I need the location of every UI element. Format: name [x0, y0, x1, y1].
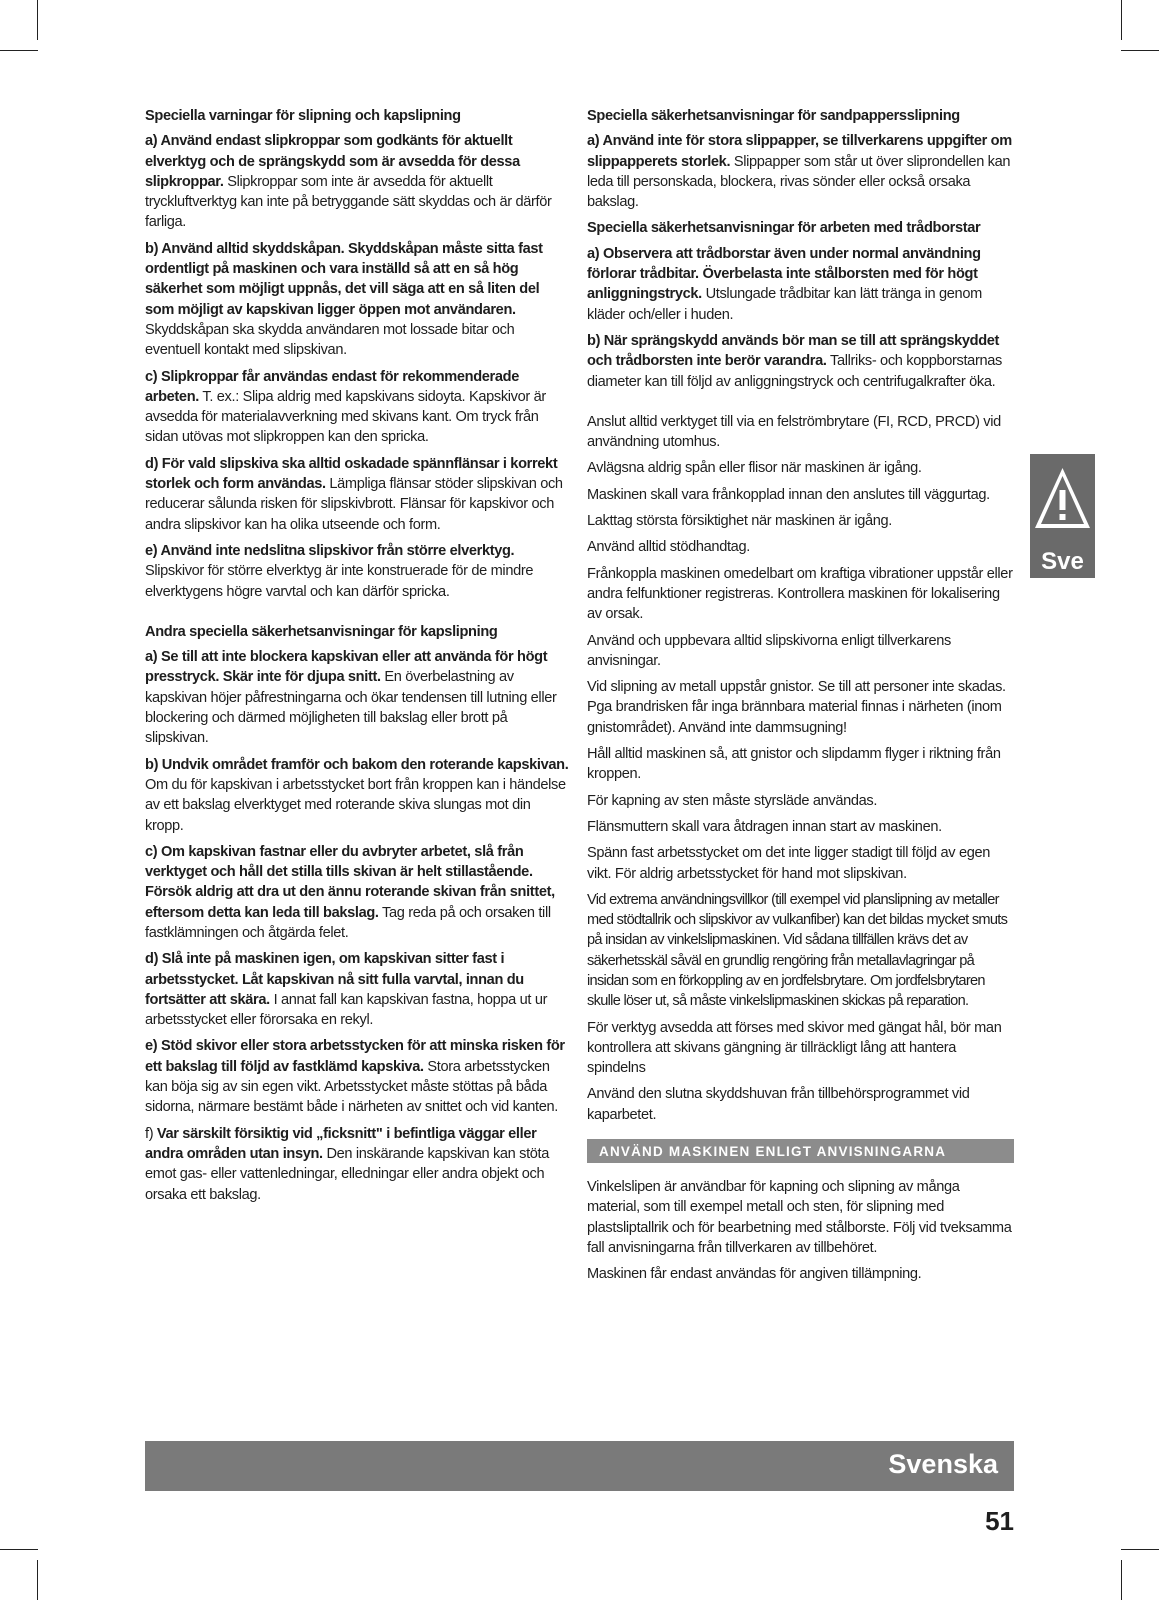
- instruction-paragraph: c) Om kapskivan fastnar eller du avbryter arbetet, slå från verktyget och håll det stilla tills skivan är helt stillastående. Försök aldrig att dra ut den ännu roterande skivan från snittet, eftersom detta kan leda till bakslag. Tag reda på och orsaken till fastklämningen och åtgärda felet.: [145, 843, 555, 941]
- safety-paragraph: Spänn fast arbetsstycket om det inte ligger stadigt till följd av egen vikt. För aldrig arbetsstycket för hand mot slipskivan.: [587, 845, 991, 882]
- usage-paragraph: Maskinen får endast användas för angiven tillämpning.: [587, 1266, 922, 1283]
- safety-paragraph: Håll alltid maskinen så, att gnistor och slipdamm flyger i riktning från kroppen.: [587, 746, 1001, 783]
- left-column: [145, 106, 569, 1211]
- crop-mark: [1121, 50, 1159, 51]
- instruction-paragraph: d) Slå inte på maskinen igen, om kapskivan sitter fast i arbetsstycket. Låt kapskivan nå sitt fulla varvtal, innan du fortsätter att skära. I annat fall kan kapskivan fastna, hoppa ut ur arbetsstycket eller förorsaka en rekyl.: [145, 951, 548, 1029]
- safety-paragraph: Frånkoppla maskinen omedelbart om kraftiga vibrationer uppstår eller andra felfunktioner registreras. Kontrollera maskinen för lokalisering av orsak.: [587, 565, 1013, 623]
- instruction-paragraph: a) Observera att trådborstar även under normal användning förlorar trådbitar. Överbelasta inte stålborsten med för högt anliggningstryck. Utslungade trådbitar kan lätt tränga in genom kläder och/eller i huden.: [587, 245, 982, 323]
- language-code: Sve: [1041, 548, 1084, 575]
- instruction-paragraph: b) Använd alltid skyddskåpan. Skyddskåpan måste sitta fast ordentligt på maskinen och vara inställd så att en så hög säkerhet som möjligt uppnås, det vill säga att en så liten del som möjligt av kapskivan ligger öppen mot användaren. Skyddskåpan ska skydda användaren mot lossade bitar och eventuell kontakt med slipskivan.: [145, 240, 543, 359]
- instruction-paragraph: a) Använd inte för stora slippapper, se tillverkarens uppgifter om slippapperets storlek. Slippapper som står ut över sliprondellen kan leda till personskada, blockera, rivas sönder eller också orsaka bakslag.: [587, 133, 1012, 211]
- safety-paragraph: Vid slipning av metall uppstår gnistor. Se till att personer inte skadas. Pga brandrisken får inga brännbara material finnas i närheten (inom gnistområdet). Använd inte dammsugning!: [587, 679, 1006, 736]
- crop-mark: [1121, 1549, 1159, 1550]
- safety-paragraph: Lakttag största försiktighet när maskinen är igång.: [587, 513, 893, 530]
- crop-mark: [1121, 1560, 1122, 1600]
- crop-mark: [0, 1549, 38, 1550]
- instruction-paragraph: e) Använd inte nedslitna slipskivor från större elverktyg. Slipskivor för större elverktyg är inte konstruerade för de mindre elverktygens högre varvtal och kan därför spricka.: [145, 542, 534, 600]
- language-side-tab: [1030, 454, 1095, 578]
- instruction-paragraph: e) Stöd skivor eller stora arbetsstycken för att minska risken för ett bakslag till följd av fastklämd kapskiva. Stora arbetsstycken kan böja sig av sin egen vikt. Arbetsstycket måste stöttas på båda sidorna, närmare bestämt både i närheten av snittet och vid kanten.: [145, 1038, 565, 1116]
- crop-mark: [0, 50, 38, 51]
- safety-paragraph: För verktyg avsedda att förses med skivor med gängat hål, bör man kontrollera att skivans gängning är tillräckligt lång att hantera spindelns: [587, 1019, 1002, 1077]
- instruction-paragraph: a) Använd endast slipkroppar som godkänts för aktuellt elverktyg och de sprängskydd som är avsedda för dessa slipkroppar. Slipkroppar som inte är avsedda för aktuellt tryckluftverktyg kan inte på betryggande sätt skyddas och är därför farliga.: [145, 133, 552, 231]
- instruction-paragraph: d) För vald slipskiva ska alltid oskadade spännflänsar i korrekt storlek och form användas. Lämpliga flänsar stöder slipskivan och reducerar sålunda risken för slipskivbrott. Flänsar för kapskivor och andra slipskivor kan ha olika utseende och form.: [145, 455, 563, 533]
- crop-mark: [1121, 0, 1122, 40]
- safety-paragraph: Använd alltid stödhandtag.: [587, 539, 750, 556]
- safety-paragraph: Använd och uppbevara alltid slipskivorna enligt tillverkarens anvisningar.: [587, 632, 951, 669]
- safety-paragraph: Anslut alltid verktyget till via en felströmbrytare (FI, RCD, PRCD) vid användning utomhus.: [587, 413, 1001, 451]
- safety-paragraph: Vid extrema användningsvillkor (till exempel vid planslipning av metaller med stödtallrik och slipskivor av vulkanfiber) kan det bildas mycket smuts på insidan av vinkelslipmaskinen. Vid sådana tillfällen krävs det av säkerhetsskäl såväl en grundlig rengöring från metallavlagringar på insidan som en förkoppling av en jordfelsbrytare. Om jordfelsbrytaren skulle löser ut, så måste vinkelslipmaskinen skickas på reparation.: [587, 891, 1008, 1010]
- instruction-paragraph: a) Se till att inte blockera kapskivan eller att använda för högt presstryck. Skär inte för djupa snitt. En överbelastning av kapskivan höjer påfrestningarna och ökar tendensen till lutning eller blockering och därmed möjligheten till bakslag eller brott på slipskivan.: [145, 649, 557, 747]
- page-number: 51: [985, 1506, 1014, 1536]
- section-banner: ANVÄND MASKINEN ENLIGT ANVISNINGARNA: [587, 1139, 1014, 1163]
- safety-paragraph: Maskinen skall vara frånkopplad innan den anslutes till väggurtag.: [587, 486, 990, 503]
- section-heading: Speciella säkerhetsanvisningar för arbeten med trådborstar: [587, 220, 981, 237]
- section-heading: Speciella säkerhetsanvisningar för sandpappersslipning: [587, 108, 960, 124]
- safety-paragraph: Flänsmuttern skall vara åtdragen innan start av maskinen.: [587, 818, 942, 835]
- footer-language-title: Svenska: [888, 1449, 998, 1479]
- safety-paragraph: Avlägsna aldrig spån eller flisor när maskinen är igång.: [587, 460, 922, 477]
- crop-mark: [37, 1560, 38, 1600]
- safety-paragraph: Använd den slutna skyddshuvan från tillbehörsprogrammet vid kaparbetet.: [587, 1086, 970, 1123]
- instruction-paragraph: c) Slipkroppar får användas endast för rekommenderade arbeten. T. ex.: Slipa aldrig med kapskivans sidoyta. Kapskivor är avsedda för materialavverkning med skivans kant. Om tryck från sidan utövas mot slipkroppen kan den spricka.: [145, 368, 546, 446]
- instruction-paragraph: b) När sprängskydd används bör man se till att sprängskyddet och trådborsten inte berör varandra. Tallriks- och koppborstarnas diameter kan till följd av anliggningstryck och centrifugalkrafter öka.: [587, 332, 1002, 390]
- section-heading: Andra speciella säkerhetsanvisningar för kapslipning: [145, 623, 498, 640]
- section-heading: Speciella varningar för slipning och kapslipning: [145, 108, 461, 124]
- crop-mark: [37, 0, 38, 40]
- footer-bar: [145, 1441, 1014, 1491]
- usage-paragraph: Vinkelslipen är användbar för kapning och slipning av många material, som till exempel metall och sten, för slipning med plastsliptallrik och för bearbetning med stålborste. Följ vid tveksamma fall anvisningarna från tillverkaren av tillbehöret.: [587, 1179, 1012, 1256]
- safety-paragraph: För kapning av sten måste styrsläde användas.: [587, 792, 878, 809]
- instruction-paragraph: b) Undvik området framför och bakom den roterande kapskivan. Om du för kapskivan i arbetsstycket bort från kroppen kan i händelse av ett bakslag elverktyget med roterande skiva slungas mot din kropp.: [145, 756, 569, 834]
- instruction-paragraph: f) Var särskilt försiktig vid „ficksnitt" i befintliga väggar eller andra områden utan insyn. Den inskärande kapskivan kan stöta emot gas- eller vattenledningar, elledningar eller andra objekt och orsaka ett bakslag.: [145, 1125, 550, 1203]
- right-column: [587, 106, 1014, 1291]
